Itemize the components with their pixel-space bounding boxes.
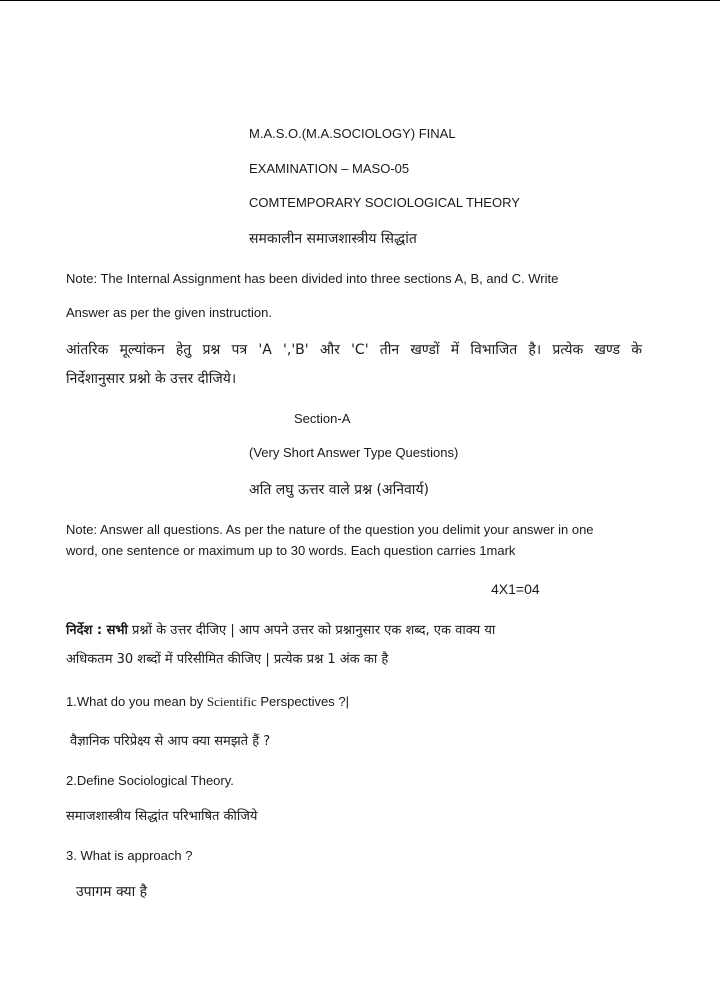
- instruction-line-2: अधिकतम 30 शब्दों में परिसीमित कीजिए | प्रत्येक प्रश्न 1 अंक का है: [66, 652, 389, 667]
- header-line-1: M.A.S.O.(M.A.SOCIOLOGY) FINAL: [249, 126, 456, 141]
- section-subtitle-hindi: अति लघु ऊत्तर वाले प्रश्न (अनिवार्य): [249, 482, 430, 498]
- section-note-line-2: word, one sentence or maximum up to 30 words. Each question carries 1mark: [66, 543, 516, 558]
- question-3-en: 3. What is approach ?: [66, 848, 193, 863]
- question-2-en: 2.Define Sociological Theory.: [66, 773, 234, 788]
- instruction-text: प्रश्नों के उत्तर दीजिए | आप अपने उत्तर को प्रश्नानुसार एक शब्द, एक वाक्य या: [127, 623, 496, 638]
- section-subtitle: (Very Short Answer Type Questions): [249, 445, 459, 460]
- instruction-label: निर्देश : सभी: [66, 623, 128, 638]
- question-1-part-b: Scientific: [206, 694, 257, 709]
- instruction-line-1: [66, 623, 495, 639]
- question-1-hi: वैज्ञानिक परिप्रेक्ष्य से आप क्या समझते हैं ?: [70, 734, 271, 749]
- header-line-2: EXAMINATION – MASO-05: [249, 161, 410, 176]
- top-border-line: [0, 0, 720, 1]
- section-note-line-1: Note: Answer all questions. As per the nature of the question you delimit your answer in one: [66, 522, 594, 537]
- note-line-2: Answer as per the given instruction.: [66, 305, 272, 320]
- header-hindi-title: समकालीन समाजशास्त्रीय सिद्धांत: [249, 231, 417, 247]
- question-1-part-c: Perspectives ?|: [256, 694, 350, 709]
- question-1-en: [66, 694, 349, 710]
- marks-label: 4X1=04: [491, 581, 540, 597]
- note-hindi-line-2: निर्देशानुसार प्रश्नो के उत्तर दीजिये।: [66, 371, 237, 387]
- question-1-part-a: 1.What do you mean by: [66, 694, 207, 709]
- question-3-hi: उपागम क्या है: [76, 884, 148, 900]
- note-hindi-line-1: आंतरिक मूल्यांकन हेतु प्रश्न पत्र 'A ','B' और 'C' तीन खण्डों में विभाजित है। प्रत्येक खण्ड के: [66, 342, 642, 358]
- note-line-1: Note: The Internal Assignment has been divided into three sections A, B, and C. Write: [66, 271, 559, 286]
- header-line-3: COMTEMPORARY SOCIOLOGICAL THEORY: [249, 195, 520, 210]
- section-title: Section-A: [294, 411, 351, 426]
- question-2-hi: समाजशास्त्रीय सिद्धांत परिभाषित कीजिये: [66, 809, 258, 824]
